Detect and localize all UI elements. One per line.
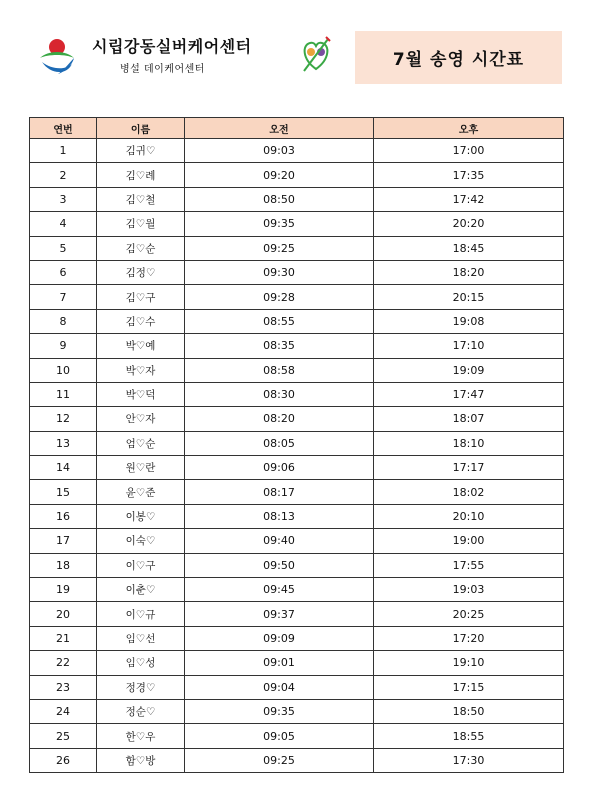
row-number: 12 (30, 407, 97, 431)
row-name: 임♡성 (97, 651, 185, 675)
table-row (30, 553, 564, 577)
row-morning-time: 08:30 (185, 382, 374, 406)
row-morning-time: 09:35 (185, 212, 374, 236)
row-name: 박♡자 (97, 358, 185, 382)
row-number: 17 (30, 529, 97, 553)
row-morning-time: 09:35 (185, 699, 374, 723)
row-afternoon-time: 20:10 (374, 504, 564, 528)
row-morning-time: 09:25 (185, 748, 374, 772)
row-afternoon-time: 18:45 (374, 236, 564, 260)
row-name: 이춘♡ (97, 578, 185, 602)
row-afternoon-time: 17:42 (374, 187, 564, 211)
row-afternoon-time: 17:20 (374, 626, 564, 650)
row-morning-time: 09:04 (185, 675, 374, 699)
row-morning-time: 08:55 (185, 309, 374, 333)
row-number: 15 (30, 480, 97, 504)
row-morning-time: 08:35 (185, 334, 374, 358)
row-number: 2 (30, 163, 97, 187)
row-number: 26 (30, 748, 97, 772)
row-name: 박♡예 (97, 334, 185, 358)
schedule-table (29, 117, 564, 773)
row-afternoon-time: 18:20 (374, 260, 564, 284)
row-name: 김귀♡ (97, 139, 185, 163)
column-header-name: 이름 (97, 118, 185, 139)
row-number: 20 (30, 602, 97, 626)
city-logo-icon (36, 34, 78, 76)
row-number: 23 (30, 675, 97, 699)
table-row (30, 699, 564, 723)
row-afternoon-time: 19:00 (374, 529, 564, 553)
table-header-row (30, 118, 564, 139)
row-morning-time: 09:30 (185, 260, 374, 284)
column-header-afternoon: 오후 (374, 118, 564, 139)
row-number: 8 (30, 309, 97, 333)
row-number: 21 (30, 626, 97, 650)
row-morning-time: 08:50 (185, 187, 374, 211)
row-morning-time: 09:05 (185, 724, 374, 748)
row-morning-time: 08:58 (185, 358, 374, 382)
table-row (30, 456, 564, 480)
row-number: 1 (30, 139, 97, 163)
row-afternoon-time: 18:02 (374, 480, 564, 504)
row-afternoon-time: 17:47 (374, 382, 564, 406)
table-row (30, 260, 564, 284)
row-number: 13 (30, 431, 97, 455)
table-row (30, 626, 564, 650)
row-morning-time: 09:06 (185, 456, 374, 480)
row-afternoon-time: 20:20 (374, 212, 564, 236)
row-number: 7 (30, 285, 97, 309)
table-row (30, 480, 564, 504)
table-row (30, 407, 564, 431)
row-number: 24 (30, 699, 97, 723)
row-name: 윤♡준 (97, 480, 185, 504)
row-name: 정순♡ (97, 699, 185, 723)
table-row (30, 236, 564, 260)
row-morning-time: 09:03 (185, 139, 374, 163)
table-row (30, 212, 564, 236)
column-header-morning: 오전 (185, 118, 374, 139)
row-number: 3 (30, 187, 97, 211)
table-row (30, 675, 564, 699)
heart-emblem-icon (296, 33, 336, 75)
row-morning-time: 09:01 (185, 651, 374, 675)
row-name: 김♡철 (97, 187, 185, 211)
row-afternoon-time: 17:17 (374, 456, 564, 480)
row-afternoon-time: 17:15 (374, 675, 564, 699)
row-number: 16 (30, 504, 97, 528)
table-row (30, 163, 564, 187)
row-morning-time: 08:13 (185, 504, 374, 528)
row-name: 이♡규 (97, 602, 185, 626)
table-row (30, 139, 564, 163)
table-row (30, 334, 564, 358)
row-number: 10 (30, 358, 97, 382)
row-number: 25 (30, 724, 97, 748)
table-row (30, 724, 564, 748)
table-row (30, 651, 564, 675)
table-row (30, 309, 564, 333)
table-row (30, 529, 564, 553)
row-afternoon-time: 17:55 (374, 553, 564, 577)
table-row (30, 382, 564, 406)
table-row (30, 358, 564, 382)
row-afternoon-time: 18:50 (374, 699, 564, 723)
row-number: 22 (30, 651, 97, 675)
row-number: 19 (30, 578, 97, 602)
row-name: 이♡구 (97, 553, 185, 577)
row-number: 4 (30, 212, 97, 236)
schedule-title: 7월 송영 시간표 (392, 50, 525, 70)
row-name: 임♡선 (97, 626, 185, 650)
table-row (30, 578, 564, 602)
row-number: 5 (30, 236, 97, 260)
row-number: 18 (30, 553, 97, 577)
table-row (30, 602, 564, 626)
schedule-title-box (355, 31, 562, 84)
row-name: 엄♡순 (97, 431, 185, 455)
row-morning-time: 08:05 (185, 431, 374, 455)
row-name: 한♡우 (97, 724, 185, 748)
row-name: 김♡구 (97, 285, 185, 309)
row-name: 안♡자 (97, 407, 185, 431)
row-name: 김♡월 (97, 212, 185, 236)
row-afternoon-time: 18:07 (374, 407, 564, 431)
row-morning-time: 09:09 (185, 626, 374, 650)
row-name: 함♡방 (97, 748, 185, 772)
row-afternoon-time: 18:55 (374, 724, 564, 748)
row-afternoon-time: 19:10 (374, 651, 564, 675)
row-afternoon-time: 17:35 (374, 163, 564, 187)
row-name: 김정♡ (97, 260, 185, 284)
row-number: 9 (30, 334, 97, 358)
row-morning-time: 09:45 (185, 578, 374, 602)
row-afternoon-time: 17:10 (374, 334, 564, 358)
row-morning-time: 09:20 (185, 163, 374, 187)
row-number: 14 (30, 456, 97, 480)
row-morning-time: 09:28 (185, 285, 374, 309)
table-row (30, 431, 564, 455)
org-name: 시립강동실버케어센터 (92, 37, 252, 56)
table-row (30, 748, 564, 772)
row-morning-time: 09:40 (185, 529, 374, 553)
row-afternoon-time: 19:03 (374, 578, 564, 602)
row-afternoon-time: 18:10 (374, 431, 564, 455)
column-header-number: 연번 (30, 118, 97, 139)
row-name: 이봉♡ (97, 504, 185, 528)
org-subtitle: 병설 데이케어센터 (120, 64, 205, 75)
row-name: 이숙♡ (97, 529, 185, 553)
row-name: 김♡순 (97, 236, 185, 260)
row-name: 김♡례 (97, 163, 185, 187)
row-afternoon-time: 20:15 (374, 285, 564, 309)
row-number: 11 (30, 382, 97, 406)
row-name: 정경♡ (97, 675, 185, 699)
row-afternoon-time: 20:25 (374, 602, 564, 626)
table-row (30, 504, 564, 528)
row-afternoon-time: 17:00 (374, 139, 564, 163)
row-morning-time: 08:20 (185, 407, 374, 431)
row-number: 6 (30, 260, 97, 284)
row-morning-time: 09:37 (185, 602, 374, 626)
row-name: 원♡란 (97, 456, 185, 480)
row-morning-time: 09:50 (185, 553, 374, 577)
row-afternoon-time: 19:09 (374, 358, 564, 382)
table-row (30, 285, 564, 309)
row-name: 박♡덕 (97, 382, 185, 406)
table-row (30, 187, 564, 211)
row-name: 김♡수 (97, 309, 185, 333)
row-morning-time: 09:25 (185, 236, 374, 260)
row-afternoon-time: 19:08 (374, 309, 564, 333)
row-morning-time: 08:17 (185, 480, 374, 504)
row-afternoon-time: 17:30 (374, 748, 564, 772)
page-header (0, 0, 592, 100)
